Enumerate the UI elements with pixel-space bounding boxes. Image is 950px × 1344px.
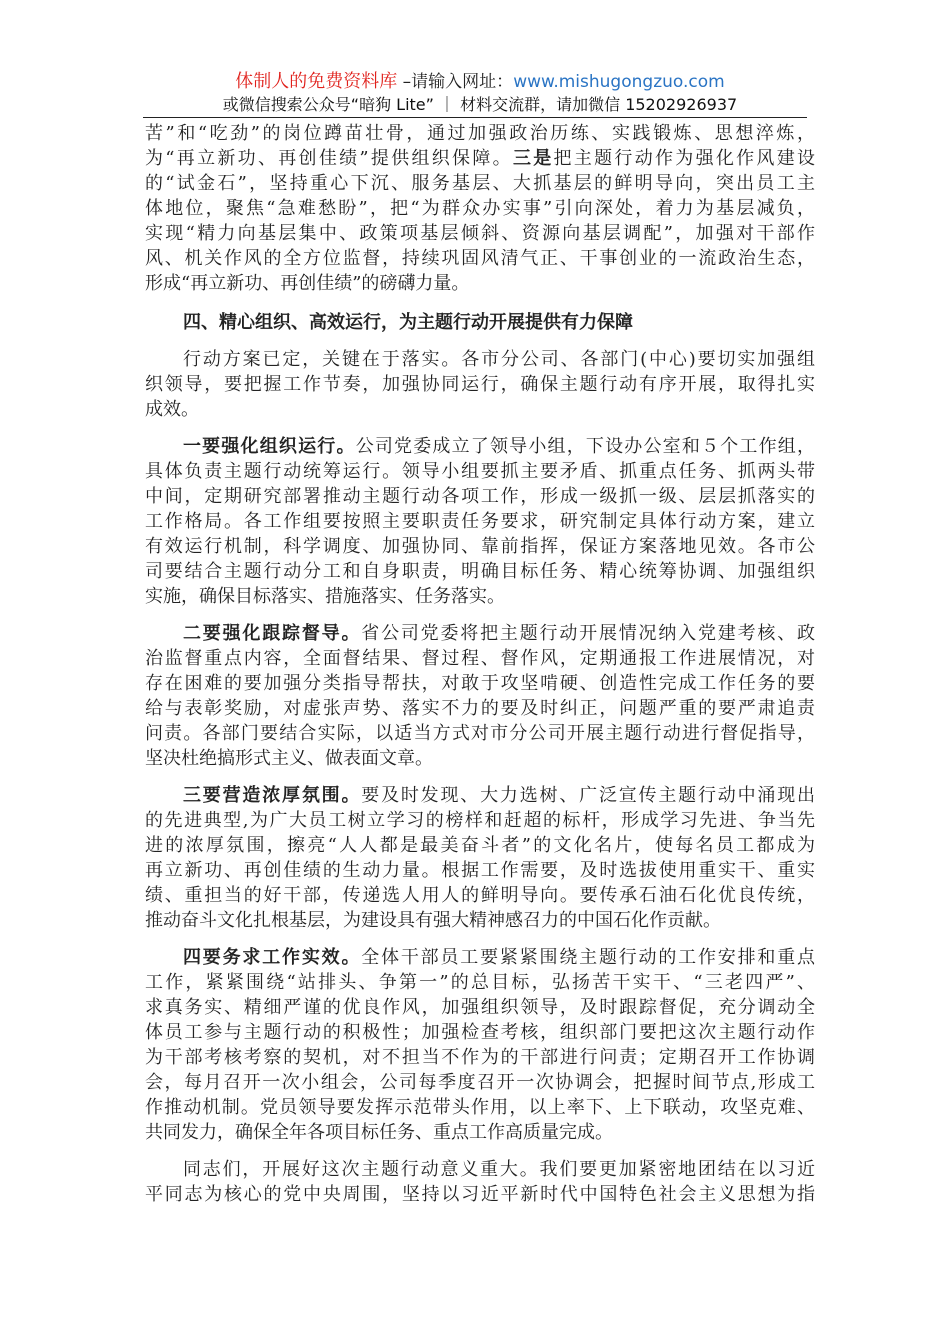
text-line	[145, 397, 815, 422]
text-span: 坚决杜绝搞形式主义、做表面文章。	[145, 748, 433, 769]
text-line: 苦”和“吃劲”的岗位蹲苗壮骨，通过加强政治历练、实践锻炼、思想淬炼，	[145, 123, 815, 144]
text-span: 全体干部员工要紧紧围绕主题行动的工作安排和重点	[361, 947, 816, 968]
text-line	[145, 434, 815, 459]
text-line	[145, 146, 815, 171]
text-span: 为干部考核考察的契机，对不担当不作为的干部进行问责；定期召开工作协调	[145, 1047, 815, 1068]
text-line	[145, 509, 815, 534]
text-line	[145, 534, 815, 559]
section-heading: 四、精心组织、高效运行，为主题行动开展提供有力保障	[183, 312, 633, 333]
bold-lead: 三要营造浓厚氛围。	[183, 785, 362, 806]
paragraph	[145, 434, 815, 609]
paragraph	[145, 347, 815, 422]
text-line	[145, 559, 815, 584]
text-span: 的先进典型,为广大员工树立学习的榜样和赶超的标杆，形成学习先进、争当先	[145, 810, 815, 831]
text-span: 公司党委成立了领导小组，下设办公室和５个工作组，	[355, 436, 815, 457]
text-span: 作推动机制。党员领导要发挥示范带头作用，以上率下、上下联动，攻坚克难、	[145, 1097, 815, 1118]
text-line	[145, 671, 815, 696]
text-line	[145, 995, 815, 1020]
text-span: 有效运行机制，科学调度、加强协同、靠前指挥，保证方案落地见效。各市公	[145, 536, 815, 557]
text-span: 再立新功、再创佳绩的生动力量。根据工作需要，及时选拔使用重实干、重实	[145, 860, 815, 881]
text-span: 体员工参与主题行动的积极性；加强检查考核，组织部门要把这次主题行动作	[145, 1022, 815, 1043]
text-line	[145, 1020, 815, 1045]
text-line	[145, 1157, 815, 1182]
text-line	[145, 746, 815, 771]
text-line: 的“试金石”，坚持重心下沉、服务基层、大抓基层的鲜明导向，突出员工主	[145, 173, 815, 194]
text-line	[145, 1182, 815, 1207]
paragraph	[145, 945, 815, 1145]
text-span: 司要结合主题行动分工和自身职责，明确目标任务、精心统筹协调、加强组织	[145, 561, 815, 582]
text-span: 要及时发现、大力选树、广泛宣传主题行动中涌现出	[361, 785, 816, 806]
section-heading-wrap	[145, 310, 815, 335]
paragraph	[145, 783, 815, 933]
text-span: 推动奋斗文化扎根基层，为建设具有强大精神感召力的中国石化作贡献。	[145, 910, 721, 931]
text-line: 风、机关作风的全方位监督，持续巩固风清气正、干事创业的一流政治生态，	[145, 248, 815, 269]
text-span: 问责。各部门要结合实际，以适当方式对市分公司开展主题行动进行督促指导，	[145, 723, 815, 744]
header-line-1	[140, 70, 820, 94]
website-link[interactable]: www.mishugongzuo.com	[513, 72, 725, 92]
text-span: 绩、重担当的好干部，传递选人用人的鲜明导向。要传承石油石化优良传统，	[145, 885, 815, 906]
brand-name: 体制人的免费资料库	[235, 71, 398, 92]
bold-lead: 二要强化跟踪督导。	[183, 623, 362, 644]
paragraph	[145, 621, 815, 771]
text-span: 行动方案已定，关键在于落实。各市分公司、各部门(中心)要切实加强组	[183, 349, 815, 370]
text-span: 具体负责主题行动统筹运行。领导小组要抓主要矛盾、抓重点任务、抓两头带	[145, 461, 815, 482]
text-span: 工作，紧紧围绕“站排头、争第一”的总目标，弘扬苦干实干、“三老四严”、	[145, 972, 815, 993]
text-span: 进的浓厚氛围，擦亮“人人都是最美奋斗者”的文化名片，使每名员工都成为	[145, 835, 815, 856]
text-span: 共同发力，确保全年各项目标任务、重点工作高质量完成。	[145, 1122, 613, 1143]
text-line	[145, 1095, 815, 1120]
text-span: 为“再立新功、再创佳绩”提供组织保障。	[145, 148, 513, 169]
text-line	[145, 833, 815, 858]
text-line	[145, 696, 815, 721]
text-span: 成效。	[145, 399, 199, 420]
text-line	[145, 459, 815, 484]
text-span: 中间，定期研究部署推动主题行动各项工作，形成一级抓一级、层层抓落实的	[145, 486, 815, 507]
text-line	[145, 584, 815, 609]
bold-lead: 三是	[512, 148, 554, 169]
text-line	[145, 783, 815, 808]
text-span: 给与表彰奖励，对虚张声势、落实不力的要及时纠正，问题严重的要严肃追责	[145, 698, 815, 719]
text-span: 织领导，要把握工作节奏，加强协同运行，确保主题行动有序开展，取得扎实	[145, 374, 815, 395]
text-span: 会，每月召开一次小组会，公司每季度召开一次协调会，把握时间节点,形成工	[145, 1072, 815, 1093]
document-body	[145, 121, 815, 1219]
url-prompt: –请输入网址：	[397, 72, 514, 92]
text-span: 工作格局。各工作组要按照主要职责任务要求，研究制定具体行动方案，建立	[145, 511, 815, 532]
text-line	[145, 945, 815, 970]
header-line-2: 或微信搜索公众号“暗狗 Lite” ｜ 材料交流群，请加微信 15202926937	[222, 95, 738, 114]
text-line	[145, 347, 815, 372]
text-span: 省公司党委将把主题行动开展情况纳入党建考核、政	[361, 623, 816, 644]
text-line	[145, 858, 815, 883]
text-span: 存在困难的要加强分类指导帮扶，对敢于攻坚啃硬、创造性完成工作任务的要	[145, 673, 815, 694]
text-line: 实现“精力向基层集中、政策项基层倾斜、资源向基层调配”，加强对干部作	[145, 223, 815, 244]
bold-lead: 四要务求工作实效。	[183, 947, 362, 968]
text-line	[145, 808, 815, 833]
text-line	[145, 1045, 815, 1070]
paragraph-continued	[145, 121, 815, 296]
text-span: 平同志为核心的党中央周围，坚持以习近平新时代中国特色社会主义思想为指	[145, 1184, 815, 1205]
text-line	[145, 721, 815, 746]
text-line	[145, 883, 815, 908]
text-line	[145, 1120, 815, 1145]
bold-lead: 一要强化组织运行。	[183, 436, 356, 457]
text-line	[145, 908, 815, 933]
text-span: 同志们，开展好这次主题行动意义重大。我们要更加紧密地团结在以习近	[183, 1159, 815, 1180]
paragraph	[145, 1157, 815, 1207]
text-line	[145, 1070, 815, 1095]
text-line	[145, 621, 815, 646]
text-line	[145, 646, 815, 671]
text-span: 实施，确保目标落实、措施落实、任务落实。	[145, 586, 505, 607]
text-line: 形成“再立新功、再创佳绩”的磅礴力量。	[145, 273, 470, 294]
text-span: 把主题行动作为强化作风建设	[553, 148, 816, 169]
text-span: 求真务实、精细严谨的优良作风，加强组织领导，及时跟踪督促，充分调动全	[145, 997, 815, 1018]
text-line	[145, 484, 815, 509]
page-header	[140, 70, 820, 116]
text-line: 体地位，聚焦“急难愁盼”，把“为群众办实事”引向深处，着力为基层减负，	[145, 198, 815, 219]
text-line	[145, 970, 815, 995]
text-span: 治监督重点内容，全面督结果、督过程、督作风，定期通报工作进展情况，对	[145, 648, 815, 669]
text-line	[145, 372, 815, 397]
header-divider	[143, 117, 807, 118]
